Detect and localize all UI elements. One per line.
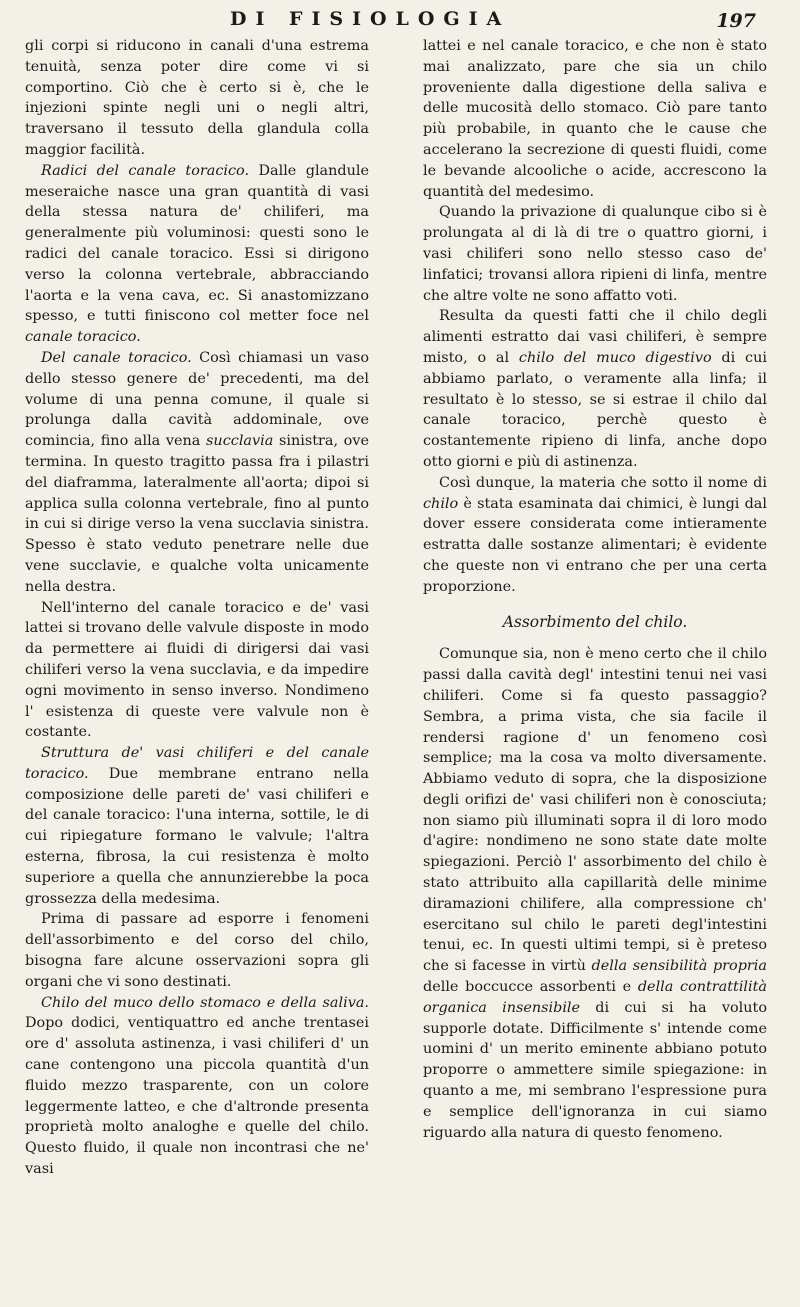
running-title: DI FISIOLOGIA — [230, 8, 511, 30]
emphasis: chilo del muco digestivo — [518, 349, 712, 366]
paragraph — [25, 743, 369, 909]
paragraph-heading: Radici del canale toracico. — [41, 162, 250, 179]
left-column — [25, 36, 369, 1180]
emphasis: canale toracico. — [25, 329, 141, 346]
paragraph — [25, 598, 369, 744]
paragraph-text: Nell'interno del canale toracico e de' vasi lattei si trovano delle valvule disposte in modo da permettere ai fluidi di dirigersi dai vasi chiliferi verso la vena succlavia, e da impedire ogni movimento in senso inverso. Nondimeno l' esistenza di queste vere valvule non è costante. — [25, 599, 369, 741]
emphasis: della contrattilità organica insensibile — [423, 979, 768, 1016]
paragraph — [25, 161, 369, 348]
paragraph-heading: Chilo del muco dello stomaco e della saliva. — [41, 994, 369, 1011]
paragraph — [25, 909, 369, 992]
paragraph — [25, 348, 369, 598]
paragraph-text: Resulta da questi fatti che il chilo degli alimenti estratto dai vasi chiliferi, è sempre misto, o al — [423, 308, 767, 366]
emphasis: della sensibilità propria — [591, 958, 767, 975]
paragraph-text: Così dunque, la materia che sotto il nome di — [439, 474, 767, 491]
paragraph — [423, 473, 767, 598]
paragraph-text: lattei e nel canale toracico, e che non è stato mai analizzato, pare che sia un chilo proveniente dalla digestione della saliva e delle mucosità dello stomaco. Ciò pare tanto più probabile, in quanto che le cause che accelerano la secrezione di questi fluidi, come le bevande alcooliche o acide, accrescono la quantità del medesimo. — [423, 38, 767, 200]
paragraph-text: Prima di passare ad esporre i fenomeni dell'assorbimento e del corso del chilo, bisogna fare alcune osservazioni sopra gli organi che vi sono destinati. — [25, 911, 369, 990]
paragraph — [25, 36, 369, 161]
paragraph-text: gli corpi si riducono in canali d'una estrema tenuità, senza poter dire come vi si comportino. Ciò che è certo si è, che le injezioni spinte negli uni o negli altri, traversano il tessuto della glandula colla maggior facilità. — [25, 38, 369, 158]
paragraph — [25, 993, 369, 1180]
paragraph — [423, 306, 767, 472]
paragraph-heading: Struttura de' vasi chiliferi e del canale toracico. — [25, 745, 369, 782]
paragraph-text: Dalle glandule meseraiche nasce una gran quantità di vasi della stessa natura de' chiliferi, ma generalmente più voluminosi: questi sono le radici del canale toracico. Essi si dirigono verso la colonna vertebrale, abbracciando l'aorta e la vena cava, ec. Si anastomizzano spesso, e tutti finiscono col metter foce nel — [25, 162, 369, 325]
paragraph-text: sinistra, ove termina. In questo tragitto passa fra i pilastri del diaframma, lateralmente all'aorta; dipoi si applica sulla colonna vertebrale, fino al punto in cui si dirige verso la vena succlavia sinistra. Spesso è stato veduto penetrare nelle due vene succlavie, e qualche volta unicamente nella destra. — [25, 433, 369, 595]
page-number: 197 — [716, 10, 756, 32]
paragraph-text: Comunque sia, non è meno certo che il chilo passi dalla cavità degl' intestini tenui nei vasi chiliferi. Come si fa questo passaggio? Sembra, a prima vista, che sia facile il rendersi ragione d' un fenomeno così semplice; ma la cosa va molto diversamente. Abbiamo veduto di sopra, che la disposizione degli orifizi de' vasi chiliferi non è conosciuta; non siamo più illuminati sopra il di loro modo d'agire: nondimeno ne sono state date molte spiegazioni. Perciò l' assorbimento del chilo è stato attribuito alla capillarità delle minime diramazioni chilifere, alla compressione ch' esercitano sul chilo le pareti degl'intestini tenui, ec. In questi ultimi tempi, si è preteso che si facesse in virtù — [423, 646, 767, 975]
emphasis: chilo — [423, 495, 459, 512]
emphasis: succlavia — [206, 433, 274, 450]
section-title: Assorbimento del chilo. — [502, 612, 688, 631]
paragraph-text: di cui si ha voluto supporle dotate. Difficilmente s' intende come uomini d' un merito eminente abbiano potuto proporre o ammettere simile spiegazione: in quanto a me, mi sembrano l'espressione pura e semplice dell'ignoranza in cui siamo riguardo alla natura di questo fenomeno. — [423, 999, 767, 1141]
paragraph-heading: Del canale toracico. — [41, 349, 192, 366]
paragraph-text: Così chiamasi un vaso dello stesso genere de' precedenti, ma del volume di una penna comune, il quale si prolunga dalla cavità addominale, ove comincia, fino alla vena — [25, 349, 369, 450]
paragraph — [423, 36, 767, 202]
paragraph-text: è stata esaminata dai chimici, è lungi dal dover essere considerata come intieramente estratta dalle sostanze alimentari; è evidente che queste non vi entrano che per una certa proporzione. — [423, 495, 767, 595]
paragraph-text: Quando la privazione di qualunque cibo si è prolungata al di là di tre o quattro giorni, i vasi chiliferi sono nello stesso caso de' linfatici; trovansi allora ripieni di linfa, mentre che altre volte ne sono affatto voti. — [423, 204, 767, 304]
paragraph — [423, 644, 767, 1143]
paragraph-text: Due membrane entrano nella composizione delle pareti de' vasi chiliferi e del canale toracico: l'una interna, sottile, le di cui ripiegature formano le valvule; l'altra esterna, fibrosa, la cui resistenza è molto superiore a quella che annunzierebbe la poca grossezza della medesima. — [25, 765, 369, 907]
paragraph — [423, 202, 767, 306]
paragraph-text: Dopo dodici, ventiquattro ed anche trentasei ore d' assoluta astinenza, i vasi chiliferi d' un cane contengono una piccola quantità d'un fluido mezzo trasparente, con un colore leggermente latteo, e che d'altronde presenta proprietà molto analoghe e quelle del chilo. Questo fluido, il quale non incontrasi che ne' vasi — [25, 1015, 369, 1178]
right-column — [423, 36, 767, 1143]
paragraph-text: di cui abbiamo parlato, o veramente alla linfa; il resultato è lo stesso, se si estrae il chilo dal canale toracico, perchè questo è costantemente ripieno di linfa, anche dopo otto giorni e più di astinenza. — [423, 349, 767, 470]
paragraph-text: delle boccucce assorbenti e — [423, 979, 638, 996]
